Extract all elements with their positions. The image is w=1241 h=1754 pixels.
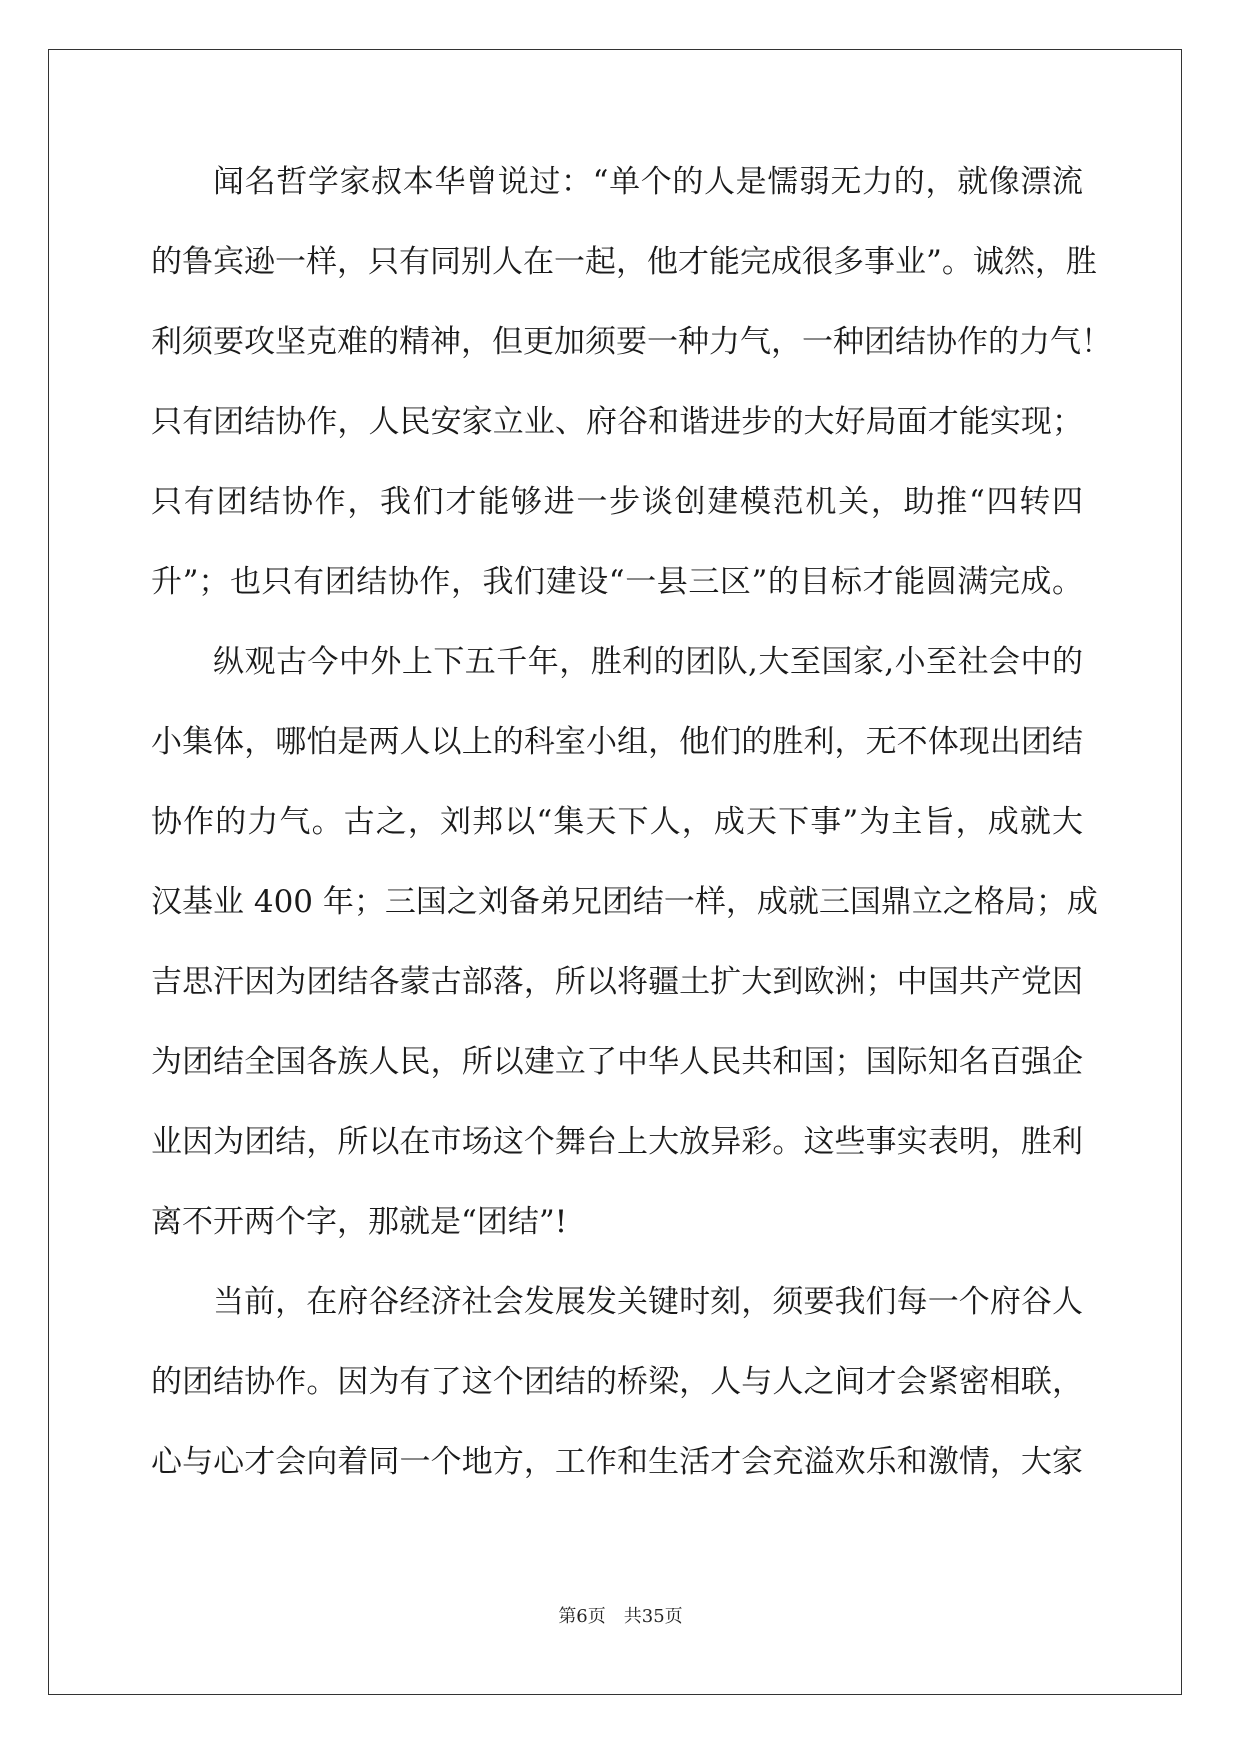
text-line: 纵观古今中外上下五千年，胜利的团队,大至国家,小至社会中的 — [213, 644, 1083, 680]
text-line: 的鲁宾逊一样，只有同别人在一起，他才能完成很多事业”。诚然，胜 — [151, 244, 1097, 280]
text-line: 当前，在府谷经济社会发展发关键时刻，须要我们每一个府谷人 — [213, 1284, 1083, 1320]
page-total: 共35页 — [623, 1606, 683, 1627]
text-line: 汉基业 400 年；三国之刘备弟兄团结一样，成就三国鼎立之格局；成 — [151, 884, 1098, 920]
text-line: 只有团结协作，人民安家立业、府谷和谐进步的大好局面才能实现； — [151, 404, 1083, 440]
text-line: 的团结协作。因为有了这个团结的桥梁，人与人之间才会紧密相联， — [151, 1364, 1083, 1400]
page-footer — [0, 1602, 1241, 1628]
text-line: 只有团结协作，我们才能够进一步谈创建模范机关，助推“四转四 — [151, 484, 1083, 520]
text-line: 利须要攻坚克难的精神，但更加须要一种力气，一种团结协作的力气！ — [151, 324, 1112, 360]
text-line: 升”；也只有团结协作，我们建设“一县三区”的目标才能圆满完成。 — [151, 564, 1083, 600]
text-line: 为团结全国各族人民，所以建立了中华人民共和国；国际知名百强企 — [151, 1044, 1083, 1080]
text-line: 业因为团结，所以在市场这个舞台上大放异彩。这些事实表明，胜利 — [151, 1124, 1083, 1160]
text-line: 心与心才会向着同一个地方，工作和生活才会充溢欢乐和激情，大家 — [151, 1444, 1083, 1480]
text-line: 小集体，哪怕是两人以上的科室小组，他们的胜利，无不体现出团结 — [151, 724, 1083, 760]
text-line: 离不开两个字，那就是“团结”! — [151, 1204, 568, 1240]
page-number: 第6页 — [558, 1606, 606, 1627]
text-line: 协作的力气。古之，刘邦以“集天下人，成天下事”为主旨，成就大 — [151, 804, 1083, 840]
document-body — [151, 162, 1112, 1522]
text-line: 闻名哲学家叔本华曾说过：“单个的人是懦弱无力的，就像漂流 — [213, 164, 1083, 200]
text-line: 吉思汗因为团结各蒙古部落，所以将疆土扩大到欧洲；中国共产党因 — [151, 964, 1083, 1000]
